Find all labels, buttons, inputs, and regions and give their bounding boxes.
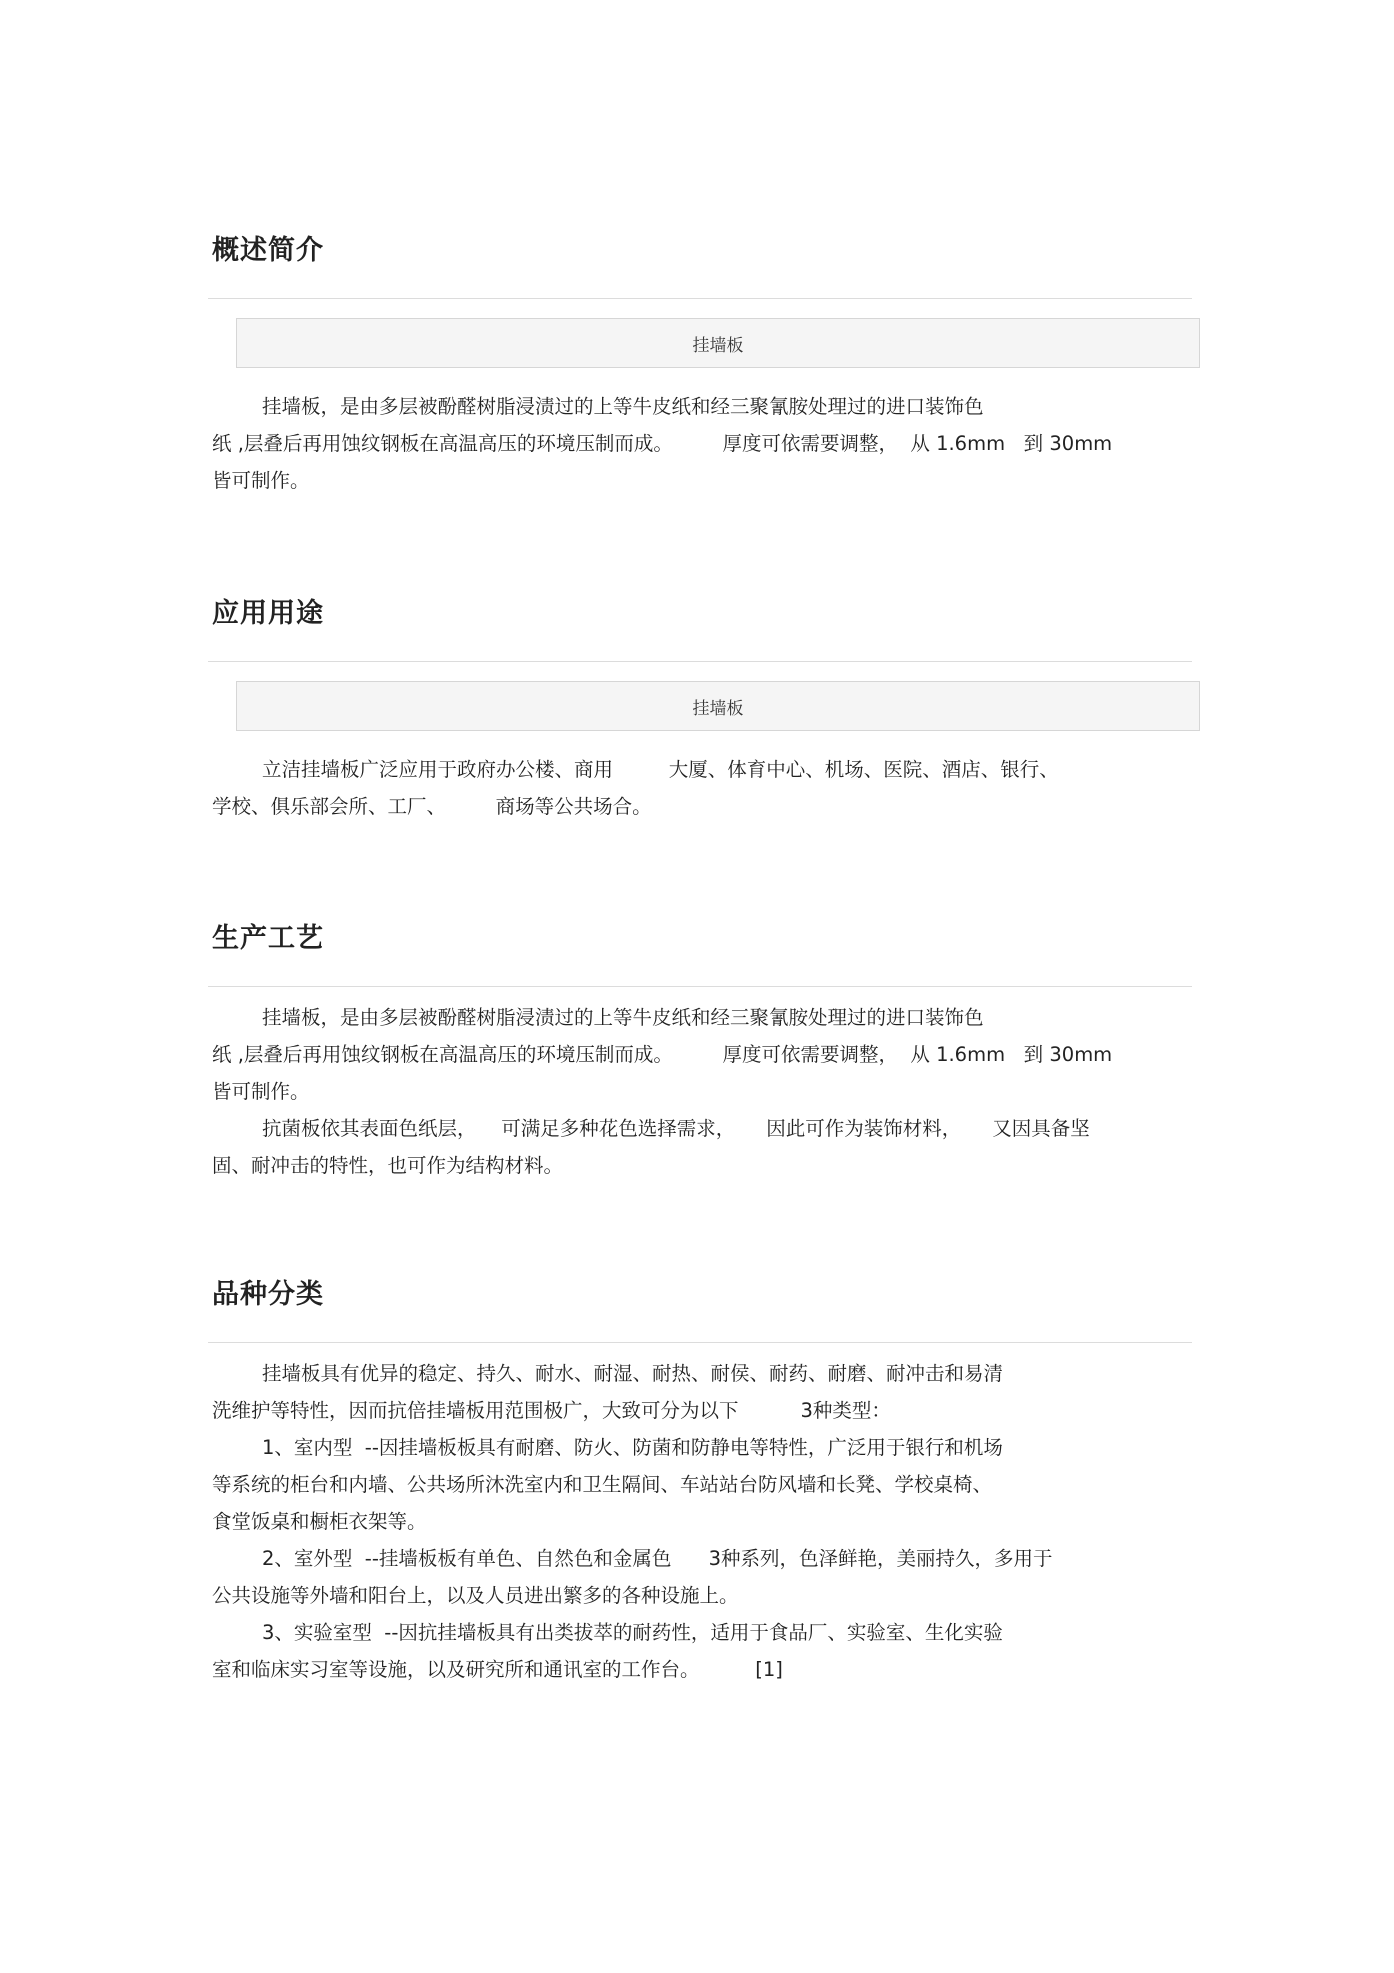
paragraph xyxy=(212,999,1197,1184)
section-overview xyxy=(208,231,1192,492)
text-line: 学校、俱乐部会所、工厂、 商场等公共场合。 xyxy=(212,795,652,818)
section-divider xyxy=(208,298,1192,299)
section-product-categories xyxy=(208,1275,1192,1681)
text-line: 等系统的柜台和内墙、公共场所沐洗室内和卫生隔间、车站站台防风墙和长凳、学校桌椅、 xyxy=(212,1473,993,1496)
image-caption: 挂墙板 xyxy=(692,698,744,719)
section-heading: 生产工艺 xyxy=(212,923,324,954)
text-line: 公共设施等外墙和阳台上，以及人员进出繁多的各种设施上。 xyxy=(212,1584,739,1607)
text-line: 挂墙板具有优异的稳定、持久、耐水、耐湿、耐热、耐侯、耐药、耐磨、耐冲击和易清 xyxy=(262,1362,1004,1385)
section-heading: 应用用途 xyxy=(212,598,324,629)
image-caption: 挂墙板 xyxy=(692,335,744,356)
text-line: 皆可制作。 xyxy=(212,1080,310,1103)
section-divider xyxy=(208,986,1192,987)
section-heading: 品种分类 xyxy=(212,1279,324,1310)
section-production-process xyxy=(208,919,1192,1177)
paragraph xyxy=(212,388,1197,499)
text-line: 固、耐冲击的特性，也可作为结构材料。 xyxy=(212,1154,564,1177)
image-caption-box xyxy=(236,318,1200,368)
section-applications xyxy=(208,594,1192,818)
section-heading: 概述简介 xyxy=(212,235,324,266)
paragraph xyxy=(212,751,1197,825)
text-line: 3、实验室型 --因抗挂墙板具有出类拔萃的耐药性，适用于食品厂、实验室、生化实验 xyxy=(262,1621,1003,1644)
text-line: 食堂饭桌和橱柜衣架等。 xyxy=(212,1510,427,1533)
text-line: 立洁挂墙板广泛应用于政府办公楼、商用 大厦、体育中心、机场、医院、酒店、银行、 xyxy=(262,758,1059,781)
image-caption-box xyxy=(236,681,1200,731)
text-line: 纸 ,层叠后再用蚀纹钢板在高温高压的环境压制而成。 厚度可依需要调整， 从 1.6mm 到 30mm xyxy=(212,432,1113,455)
text-line: 皆可制作。 xyxy=(212,469,310,492)
text-line: 洗维护等特性，因而抗倍挂墙板用范围极广，大致可分为以下 3种类型： xyxy=(212,1399,891,1422)
text-line: 2、室外型 --挂墙板板有单色、自然色和金属色 3种系列，色泽鲜艳，美丽持久，多用于 xyxy=(262,1547,1053,1570)
text-line: 挂墙板，是由多层被酚醛树脂浸渍过的上等牛皮纸和经三聚氰胺处理过的进口装饰色 xyxy=(262,395,984,418)
text-line: 1、室内型 --因挂墙板板具有耐磨、防火、防菌和防静电等特性，广泛用于银行和机场 xyxy=(262,1436,1003,1459)
section-divider xyxy=(208,661,1192,662)
text-line: 室和临床实习室等设施，以及研究所和通讯室的工作台。 [1] xyxy=(212,1658,783,1681)
section-divider xyxy=(208,1342,1192,1343)
text-line: 挂墙板，是由多层被酚醛树脂浸渍过的上等牛皮纸和经三聚氰胺处理过的进口装饰色 xyxy=(262,1006,984,1029)
paragraph xyxy=(212,1355,1197,1688)
text-line: 纸 ,层叠后再用蚀纹钢板在高温高压的环境压制而成。 厚度可依需要调整， 从 1.6mm 到 30mm xyxy=(212,1043,1113,1066)
text-line: 抗菌板依其表面色纸层， 可满足多种花色选择需求， 因此可作为装饰材料， 又因具备坚 xyxy=(262,1117,1090,1140)
